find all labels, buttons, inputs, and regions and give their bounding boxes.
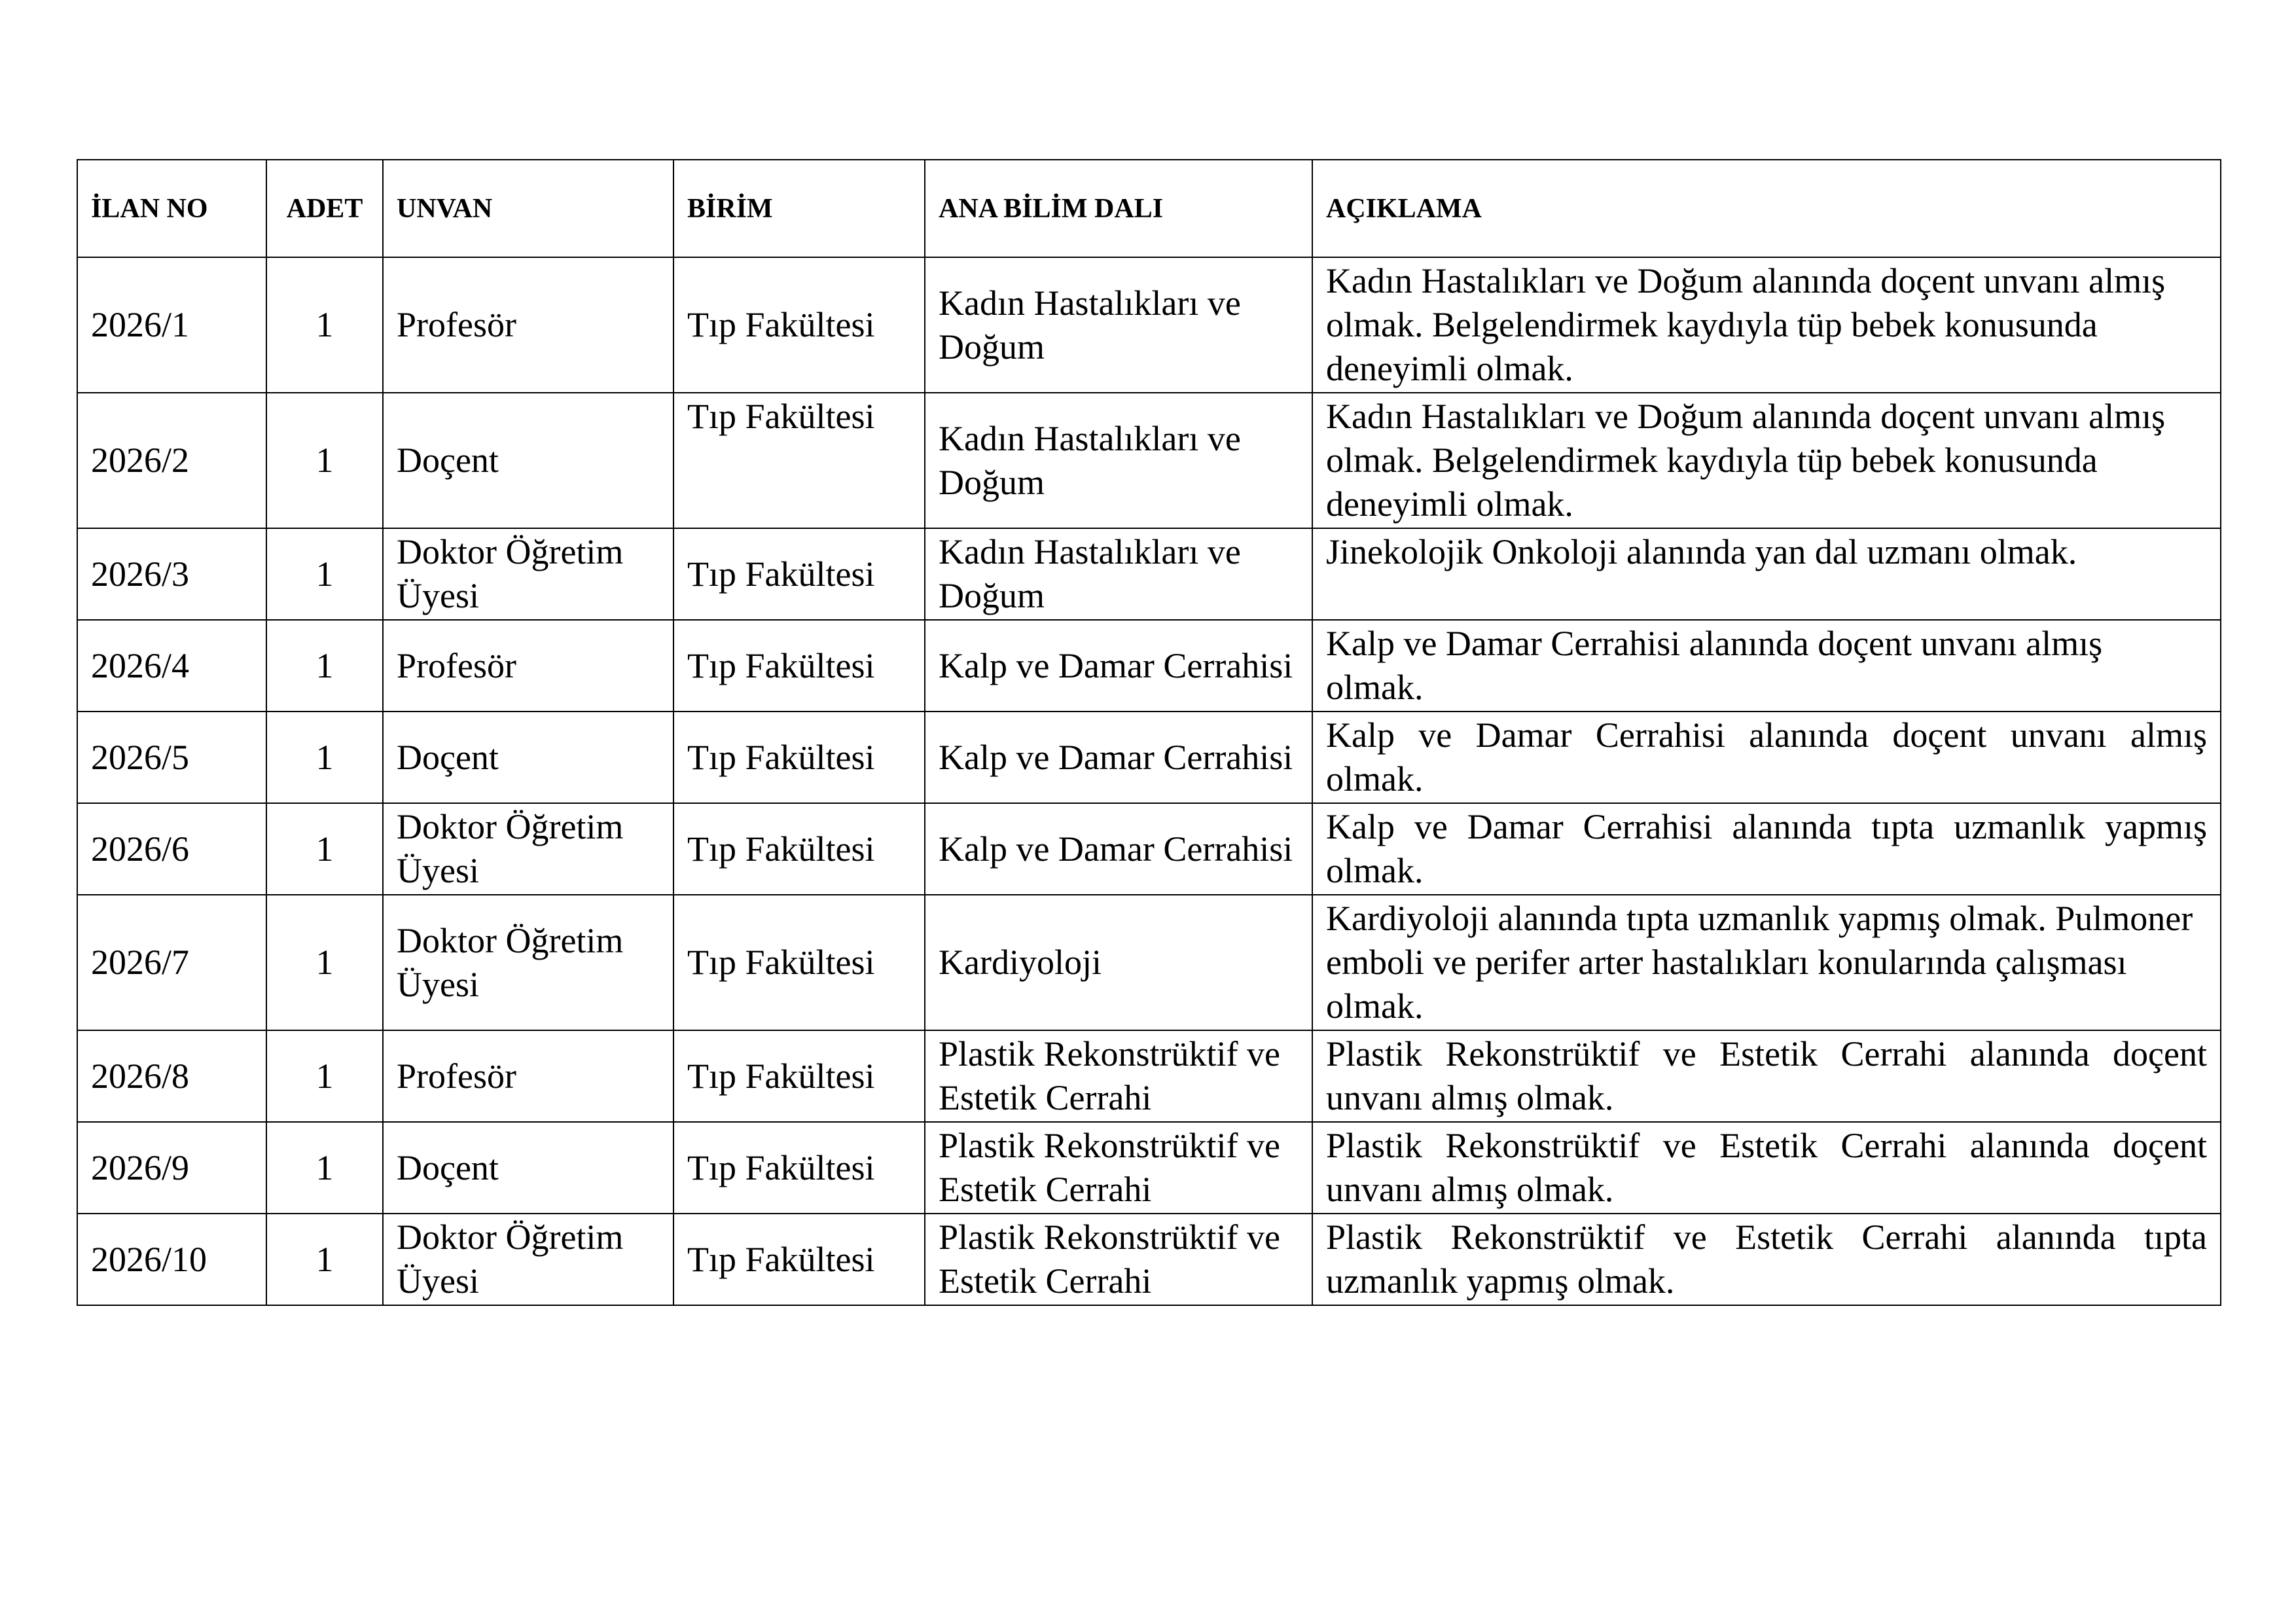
cell-adet: 1 [266, 620, 383, 712]
cell-birim: Tıp Fakültesi [673, 620, 925, 712]
table-row [77, 257, 2221, 393]
header-unvan: UNVAN [383, 160, 673, 257]
cell-unvan: Doçent [383, 393, 673, 528]
cell-ana-bilim-dali: Kadın Hastalıkları ve Doğum [925, 393, 1312, 528]
cell-ana-bilim-dali: Kalp ve Damar Cerrahisi [925, 712, 1312, 803]
ilan-table [77, 159, 2221, 1306]
table-row [77, 712, 2221, 803]
cell-unvan: Doktor Öğretim Üyesi [383, 528, 673, 620]
cell-birim: Tıp Fakültesi [673, 1030, 925, 1122]
cell-adet: 1 [266, 1122, 383, 1214]
cell-unvan: Doçent [383, 1122, 673, 1214]
cell-ana-bilim-dali: Kalp ve Damar Cerrahisi [925, 803, 1312, 895]
table-row [77, 620, 2221, 712]
cell-birim: Tıp Fakültesi [673, 712, 925, 803]
cell-birim: Tıp Fakültesi [673, 1214, 925, 1305]
cell-aciklama: Jinekolojik Onkoloji alanında yan dal uzmanı olmak. [1312, 528, 2221, 620]
cell-aciklama: Kalp ve Damar Cerrahisi alanında tıpta uzmanlık yapmış olmak. [1312, 803, 2221, 895]
cell-ana-bilim-dali: Kardiyoloji [925, 895, 1312, 1030]
header-ilan-no: İLAN NO [77, 160, 266, 257]
cell-ilan-no: 2026/4 [77, 620, 266, 712]
header-aciklama: AÇIKLAMA [1312, 160, 2221, 257]
cell-unvan: Doktor Öğretim Üyesi [383, 1214, 673, 1305]
cell-unvan: Profesör [383, 620, 673, 712]
cell-unvan: Doktor Öğretim Üyesi [383, 803, 673, 895]
cell-ilan-no: 2026/9 [77, 1122, 266, 1214]
header-ana-bilim-dali: ANA BİLİM DALI [925, 160, 1312, 257]
cell-unvan: Profesör [383, 1030, 673, 1122]
table-row [77, 1214, 2221, 1305]
cell-ana-bilim-dali: Plastik Rekonstrüktif ve Estetik Cerrahi [925, 1122, 1312, 1214]
cell-birim: Tıp Fakültesi [673, 257, 925, 393]
cell-adet: 1 [266, 1030, 383, 1122]
cell-ilan-no: 2026/5 [77, 712, 266, 803]
cell-ana-bilim-dali: Plastik Rekonstrüktif ve Estetik Cerrahi [925, 1030, 1312, 1122]
cell-ilan-no: 2026/10 [77, 1214, 266, 1305]
table-row [77, 528, 2221, 620]
cell-aciklama: Kadın Hastalıkları ve Doğum alanında doçent unvanı almış olmak. Belgelendirmek kaydıyla tüp bebek konusunda deneyimli olmak. [1312, 257, 2221, 393]
cell-ilan-no: 2026/1 [77, 257, 266, 393]
cell-birim: Tıp Fakültesi [673, 1122, 925, 1214]
cell-aciklama: Kalp ve Damar Cerrahisi alanında doçent unvanı almış olmak. [1312, 620, 2221, 712]
cell-adet: 1 [266, 257, 383, 393]
cell-adet: 1 [266, 393, 383, 528]
cell-ilan-no: 2026/8 [77, 1030, 266, 1122]
cell-adet: 1 [266, 712, 383, 803]
cell-birim: Tıp Fakültesi [673, 895, 925, 1030]
cell-ilan-no: 2026/6 [77, 803, 266, 895]
cell-aciklama: Kalp ve Damar Cerrahisi alanında doçent unvanı almış olmak. [1312, 712, 2221, 803]
table-row [77, 803, 2221, 895]
table-row [77, 1030, 2221, 1122]
cell-aciklama: Plastik Rekonstrüktif ve Estetik Cerrahi alanında doçent unvanı almış olmak. [1312, 1030, 2221, 1122]
cell-birim: Tıp Fakültesi [673, 393, 925, 528]
cell-aciklama: Plastik Rekonstrüktif ve Estetik Cerrahi alanında tıpta uzmanlık yapmış olmak. [1312, 1214, 2221, 1305]
cell-unvan: Doktor Öğretim Üyesi [383, 895, 673, 1030]
cell-adet: 1 [266, 1214, 383, 1305]
cell-unvan: Profesör [383, 257, 673, 393]
cell-unvan: Doçent [383, 712, 673, 803]
cell-adet: 1 [266, 803, 383, 895]
cell-aciklama: Kadın Hastalıkları ve Doğum alanında doçent unvanı almış olmak. Belgelendirmek kaydıyla tüp bebek konusunda deneyimli olmak. [1312, 393, 2221, 528]
header-adet: ADET [266, 160, 383, 257]
cell-adet: 1 [266, 895, 383, 1030]
cell-ilan-no: 2026/3 [77, 528, 266, 620]
cell-birim: Tıp Fakültesi [673, 528, 925, 620]
cell-ana-bilim-dali: Plastik Rekonstrüktif ve Estetik Cerrahi [925, 1214, 1312, 1305]
header-birim: BİRİM [673, 160, 925, 257]
cell-aciklama: Plastik Rekonstrüktif ve Estetik Cerrahi alanında doçent unvanı almış olmak. [1312, 1122, 2221, 1214]
cell-ilan-no: 2026/7 [77, 895, 266, 1030]
table-row [77, 1122, 2221, 1214]
cell-ilan-no: 2026/2 [77, 393, 266, 528]
cell-ana-bilim-dali: Kadın Hastalıkları ve Doğum [925, 528, 1312, 620]
table-row [77, 393, 2221, 528]
cell-ana-bilim-dali: Kadın Hastalıkları ve Doğum [925, 257, 1312, 393]
cell-ana-bilim-dali: Kalp ve Damar Cerrahisi [925, 620, 1312, 712]
table-header-row [77, 160, 2221, 257]
cell-aciklama: Kardiyoloji alanında tıpta uzmanlık yapmış olmak. Pulmoner emboli ve perifer arter hastalıkları konularında çalışması olmak. [1312, 895, 2221, 1030]
cell-adet: 1 [266, 528, 383, 620]
table-row [77, 895, 2221, 1030]
cell-birim: Tıp Fakültesi [673, 803, 925, 895]
